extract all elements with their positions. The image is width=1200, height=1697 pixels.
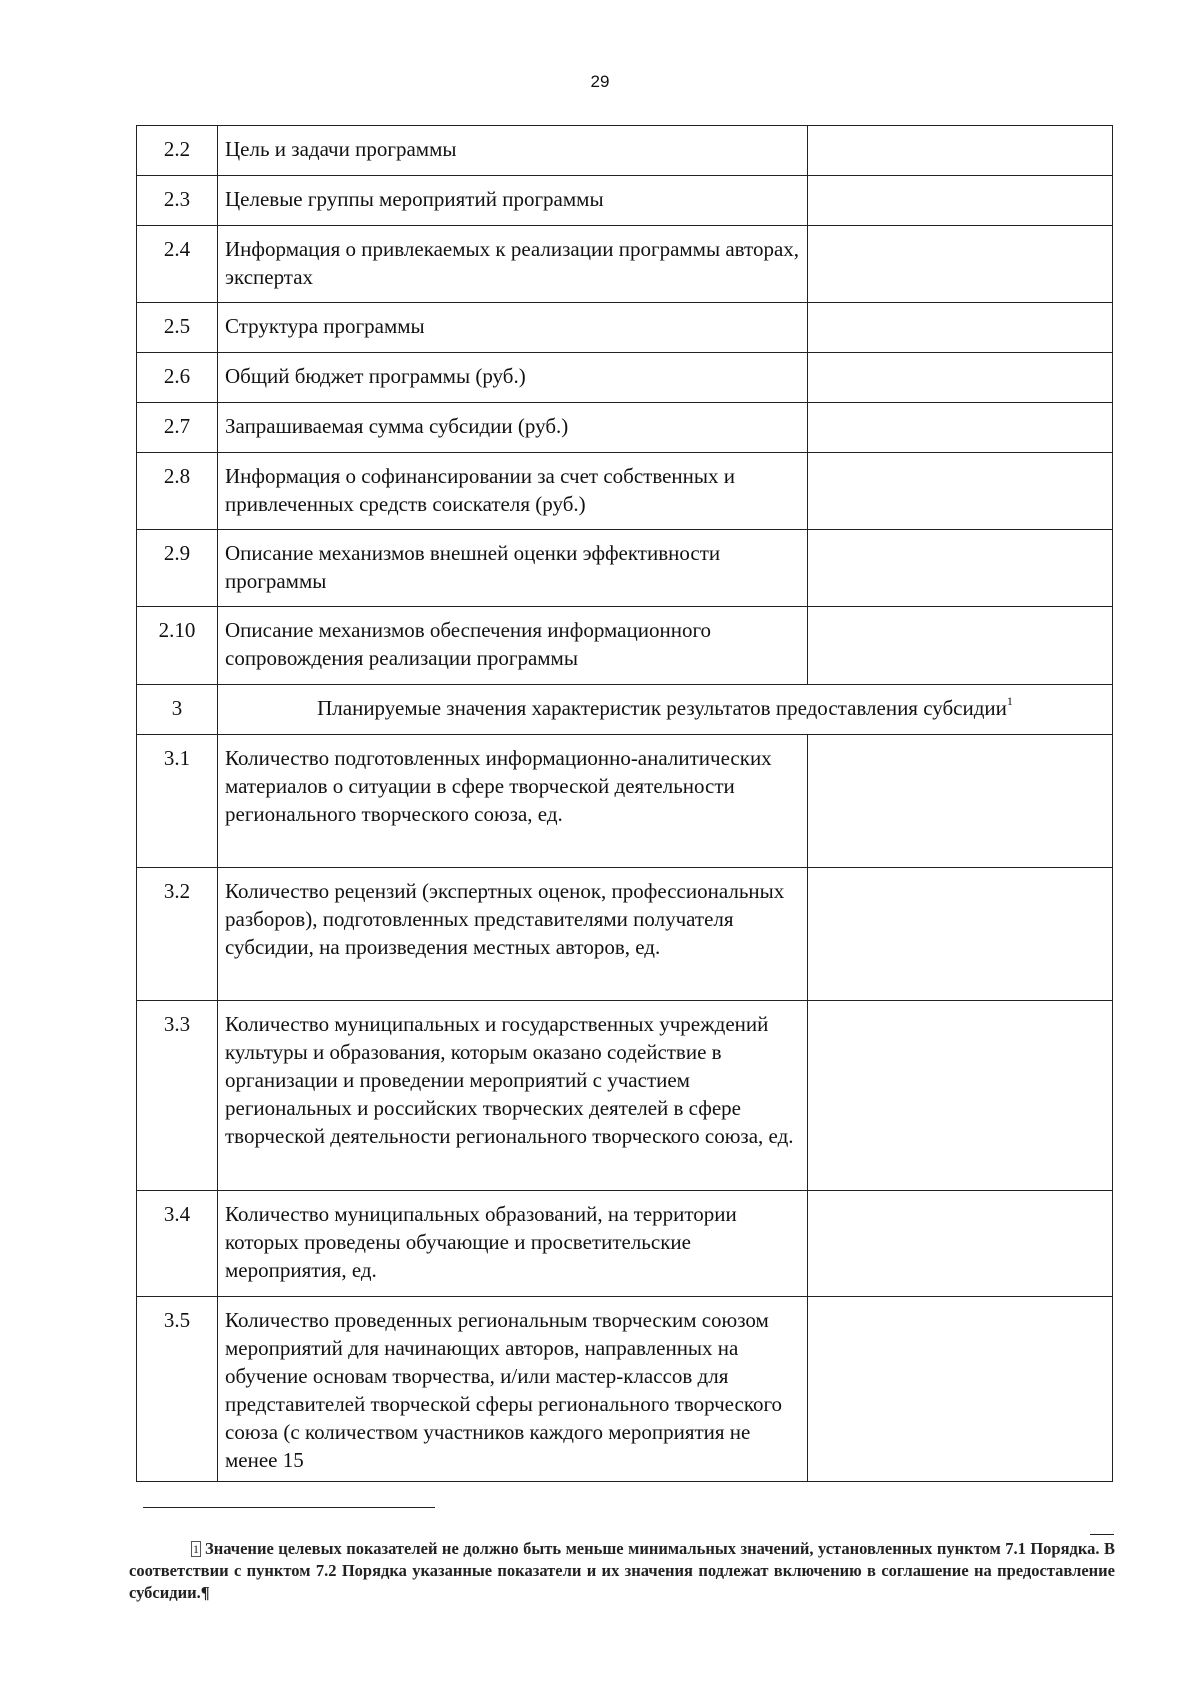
section-number: 3 <box>137 685 218 735</box>
table-row <box>137 226 1113 303</box>
row-label: Количество муниципальных и государственных учреждений культуры и образования, которым оказано содействие в организации и проведении мероприятий с участием региональных и российских творческих деятелей в сфере творческой деятельности регионального творческого союза, ед. <box>218 1001 808 1191</box>
row-label: Количество муниципальных образований, на территории которых проведены обучающие и просветительские мероприятия, ед. <box>218 1191 808 1297</box>
table-row <box>137 403 1113 453</box>
row-label: Описание механизмов обеспечения информационного сопровождения реализации программы <box>218 607 808 685</box>
row-number: 2.8 <box>137 453 218 530</box>
row-label: Количество проведенных региональным творческим союзом мероприятий для начинающих авторов, направленных на обучение основам творчества, и/или мастер-классов для представителей творческой сферы регионального творческого союза (с количеством участников каждого мероприятия не менее 15 <box>218 1297 808 1482</box>
row-label: Информация о привлекаемых к реализации программы авторах, экспертах <box>218 226 808 303</box>
row-label: Количество подготовленных информационно-аналитических материалов о ситуации в сфере творческой деятельности регионального творческого союза, ед. <box>218 735 808 868</box>
table-row <box>137 607 1113 685</box>
footnote-marker: 1 <box>193 1542 199 1556</box>
row-value-cell[interactable] <box>808 868 1113 1001</box>
row-number: 3.2 <box>137 868 218 1001</box>
row-number: 2.5 <box>137 303 218 353</box>
row-value-cell[interactable] <box>808 607 1113 685</box>
row-value-cell[interactable] <box>808 353 1113 403</box>
row-number: 3.3 <box>137 1001 218 1191</box>
table-row <box>137 303 1113 353</box>
table-row <box>137 126 1113 176</box>
row-value-cell[interactable] <box>808 1191 1113 1297</box>
program-table <box>136 125 1113 1482</box>
section-row <box>137 685 1113 735</box>
row-value-cell[interactable] <box>808 303 1113 353</box>
row-number: 2.9 <box>137 530 218 607</box>
row-number: 3.4 <box>137 1191 218 1297</box>
section-title-text: Планируемые значения характеристик результатов предоставления субсидии <box>317 696 1007 720</box>
table-row <box>137 868 1113 1001</box>
row-label: Общий бюджет программы (руб.) <box>218 353 808 403</box>
table-row <box>137 735 1113 868</box>
row-label: Цель и задачи программы <box>218 126 808 176</box>
row-value-cell[interactable] <box>808 735 1113 868</box>
row-number: 3.1 <box>137 735 218 868</box>
footnote <box>129 1538 1115 1604</box>
table-row <box>137 530 1113 607</box>
row-number: 3.5 <box>137 1297 218 1482</box>
footnote-text: Значение целевых показателей не должно быть меньше минимальных значений, установленных пунктом 7.1 Порядка. В соответствии с пунктом 7.2 Порядка указанные показатели и их значения подлежат включению в соглашение на предоставление субсидии.¶ <box>129 1539 1115 1602</box>
footnote-reference[interactable]: 1 <box>1006 694 1013 708</box>
footnote-separator <box>143 1507 435 1508</box>
row-value-cell[interactable] <box>808 1001 1113 1191</box>
row-number: 2.10 <box>137 607 218 685</box>
table-row <box>137 1001 1113 1191</box>
row-value-cell[interactable] <box>808 453 1113 530</box>
page-number: 29 <box>590 72 610 91</box>
row-label: Количество рецензий (экспертных оценок, профессиональных разборов), подготовленных представителями получателя субсидии, на произведения местных авторов, ед. <box>218 868 808 1001</box>
row-value-cell[interactable] <box>808 530 1113 607</box>
row-value-cell[interactable] <box>808 126 1113 176</box>
row-label: Целевые группы мероприятий программы <box>218 176 808 226</box>
row-number: 2.2 <box>137 126 218 176</box>
row-label: Описание механизмов внешней оценки эффективности программы <box>218 530 808 607</box>
table-row <box>137 453 1113 530</box>
row-label: Запрашиваемая сумма субсидии (руб.) <box>218 403 808 453</box>
footnote-edge-mark <box>1090 1534 1114 1535</box>
row-value-cell[interactable] <box>808 1297 1113 1482</box>
table-row <box>137 1191 1113 1297</box>
row-number: 2.4 <box>137 226 218 303</box>
row-number: 2.6 <box>137 353 218 403</box>
table-row <box>137 176 1113 226</box>
row-number: 2.3 <box>137 176 218 226</box>
table-row <box>137 1297 1113 1482</box>
row-label: Информация о софинансировании за счет собственных и привлеченных средств соискателя (руб.) <box>218 453 808 530</box>
row-value-cell[interactable] <box>808 403 1113 453</box>
row-value-cell[interactable] <box>808 226 1113 303</box>
row-number: 2.7 <box>137 403 218 453</box>
section-title <box>218 685 1113 735</box>
table-row <box>137 353 1113 403</box>
row-label: Структура программы <box>218 303 808 353</box>
row-value-cell[interactable] <box>808 176 1113 226</box>
